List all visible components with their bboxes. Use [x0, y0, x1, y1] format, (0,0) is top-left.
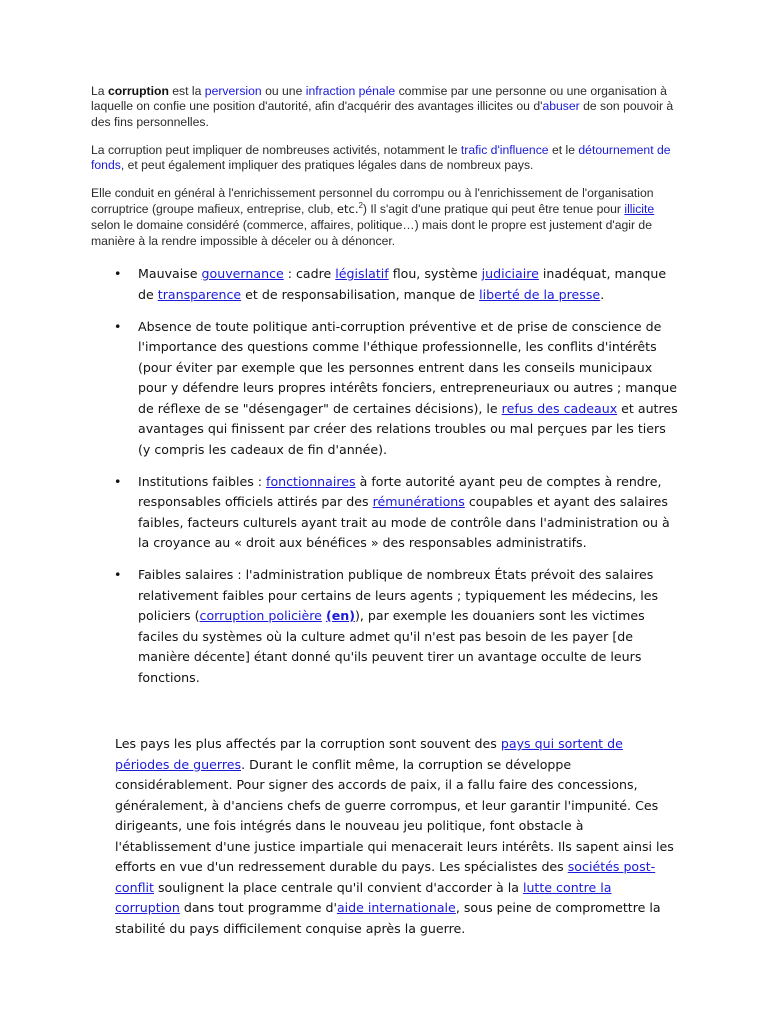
- text: Mauvaise: [138, 266, 202, 281]
- text: est la: [168, 84, 205, 98]
- list-item-prevention: [138, 317, 678, 461]
- intro-paragraph-definition: [91, 84, 677, 130]
- link-corruption-policiere[interactable]: corruption policière: [199, 608, 322, 623]
- link-liberte-presse[interactable]: liberté de la presse: [479, 286, 601, 302]
- text: .: [600, 286, 605, 302]
- link-fonctionnaires[interactable]: fonctionnaires: [266, 473, 356, 489]
- text: , et peut également impliquer des pratiques légales dans de nombreux pays.: [120, 158, 534, 173]
- link-illicite[interactable]: illicite: [624, 202, 655, 216]
- text: ), par exemple les douaniers sont les victimes faciles du systèmes où la culture admet qu'il n'est pas besoin de les payer [de manière décente] étant donné qu'ils peuvent tirer un avantage occulte de leurs fonctions.: [138, 608, 645, 685]
- text-etc: etc.: [336, 202, 359, 216]
- link-judiciaire[interactable]: judiciaire: [481, 266, 539, 281]
- text: Institutions faibles :: [138, 473, 267, 489]
- link-lutte-corruption[interactable]: lutte contre la corruption: [115, 879, 612, 915]
- text: La corruption peut impliquer de nombreuses activités, notamment le: [91, 143, 461, 157]
- link-abuser[interactable]: abuser: [542, 99, 580, 114]
- link-perversion[interactable]: perversion: [204, 84, 262, 98]
- text: selon le domaine considéré (commerce, affaires, politique…) mais dont le propre est justement d'agir de manière à la rendre impossible à déceler ou à dénoncer.: [91, 218, 652, 248]
- link-detournement-fonds[interactable]: détournement de fonds: [91, 143, 671, 173]
- text: La: [91, 84, 108, 98]
- intro-paragraph-activities: [91, 143, 677, 174]
- text: Faibles salaires : l'administration publique de nombreux États prévoit des salaires relativement faibles pour certains de leurs agents ; typiquement les médecins, les policiers (: [138, 567, 659, 623]
- link-en[interactable]: (en): [325, 608, 355, 623]
- link-pays-guerres[interactable]: pays qui sortent de périodes de guerres: [115, 736, 623, 772]
- text: , sous peine de compromettre la stabilité du pays difficilement conquise après la guerre.: [115, 900, 661, 936]
- text: coupables et ayant des salaires faibles, facteurs culturels ayant trait au mode de contrôle dans l'administration ou à la croyance au « droit aux bénéfices » des responsables administratifs.: [138, 494, 670, 550]
- list-item-institutions: [138, 472, 678, 554]
- link-societes-post-conflit[interactable]: sociétés post-conflit: [115, 859, 656, 895]
- text: ou une: [261, 84, 306, 98]
- text: commise par une personne ou une organisation à laquelle on confie une position d'autorité, afin d'acquérir des avantages illicites ou d': [91, 84, 667, 114]
- list-item-gouvernance: [138, 264, 678, 305]
- closing-paragraph-post-conflict: [115, 734, 677, 939]
- list-item-salaires: [138, 565, 678, 688]
- text: Absence de toute politique anti-corruption préventive et de prise de conscience de l'importance des questions comme l'éthique professionnelle, les conflits d'intérêts (pour éviter par exemple que les personnes entrent dans les conseils municipaux pour y défendre leurs propres intérêts fonciers, entrepreneuriaux ou autres ; manque de réflexe de se "désengager" de certaines décisions), le: [138, 318, 677, 416]
- link-remunerations[interactable]: rémunérations: [372, 494, 465, 509]
- link-gouvernance[interactable]: gouvernance: [201, 266, 284, 281]
- text: soulignent la place centrale qu'il convient d'accorder à la: [153, 879, 523, 895]
- link-trafic-influence[interactable]: trafic d'influence: [460, 143, 549, 157]
- text: dans tout programme d': [179, 900, 337, 915]
- text: Elle conduit en général à l'enrichissement personnel du corrompu ou à l'enrichissement de l'organisation corruptrice (groupe mafieux, entreprise, club,: [91, 186, 654, 216]
- term-corruption: corruption: [107, 84, 169, 98]
- text: flou, système: [388, 266, 482, 281]
- causes-list: [138, 264, 678, 700]
- link-refus-cadeaux[interactable]: refus des cadeaux: [501, 400, 618, 416]
- footnote-ref[interactable]: 2: [358, 200, 363, 210]
- text: ) Il s'agit d'une pratique qui peut être tenue pour: [362, 202, 625, 216]
- text: : cadre: [283, 266, 336, 281]
- text: à forte autorité ayant peu de comptes à rendre, responsables officiels attirés par des: [138, 473, 662, 509]
- text: et autres avantages qui finissent par créer des relations troubles ou mal perçues par les tiers (y compris les cadeaux de fin d'année).: [138, 400, 678, 457]
- text: . Durant le conflit même, la corruption se développe considérablement. Pour signer des accords de paix, il a fallu faire des concessions, généralement, à d'anciens chefs de guerre corrompus, et leur garantir l'impunité. Ces dirigeants, une fois intégrés dans le nouveau jeu politique, font obstacle à l'établissement d'une justice impartiale qui menacerait leurs intérêts. Ils sapent ainsi les efforts en vue d'un redressement durable du pays. Les spécialistes des: [115, 756, 674, 874]
- link-infraction-penale[interactable]: infraction pénale: [305, 84, 396, 98]
- text: Les pays les plus affectés par la corruption sont souvent des: [115, 736, 501, 751]
- link-legislatif[interactable]: législatif: [335, 266, 389, 281]
- text: de son pouvoir à des fins personnelles.: [91, 99, 674, 129]
- text: et le: [548, 143, 579, 157]
- link-transparence[interactable]: transparence: [157, 286, 242, 302]
- intro-paragraph-enrichment: [91, 185, 677, 249]
- link-aide-internationale[interactable]: aide internationale: [336, 900, 456, 915]
- text: inadéquat, manque de: [138, 266, 667, 302]
- text: et de responsabilisation, manque de: [241, 286, 480, 302]
